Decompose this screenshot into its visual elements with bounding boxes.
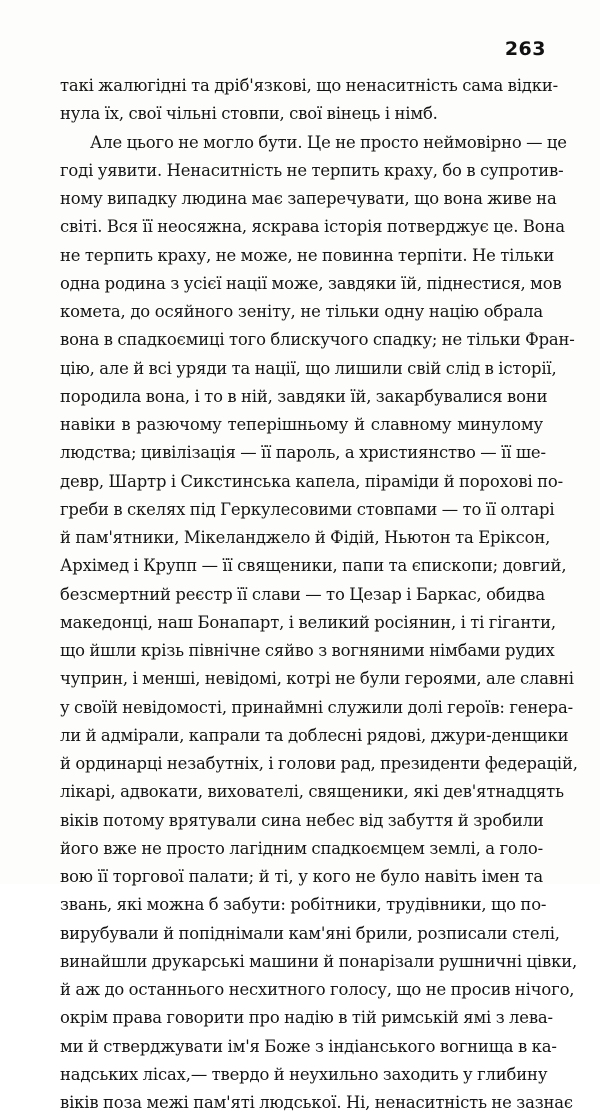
text-line: вою її торгової палати; й ті, у кого не було навіть імен та: [60, 867, 543, 886]
text-line: Архімед і Крупп — її священики, папи та єпископи; довгий,: [60, 556, 567, 576]
page-number: 263: [504, 38, 546, 60]
text-line: людства; цивілізація — її пароль, а християнство — її ше-: [60, 443, 546, 463]
text-line: віків поза межі пам'яті людської. Ні, ненаситність не зазнає: [60, 1093, 573, 1112]
text-line: македонці, наш Бонапарт, і великий росіянин, і ті гіганти,: [60, 612, 556, 632]
body-text: [60, 72, 578, 1117]
text-line: лікарі, адвокати, вихователі, священики, які дев'ятнадцять: [60, 782, 564, 802]
text-line: у своїй невідомості, принаймні служили долі героїв: генера-: [60, 697, 573, 717]
text-line: годі уявити. Ненаситність не терпить краху, бо в супротив-: [60, 160, 564, 180]
text-line: цію, але й всі уряди та нації, що лишили свій слід в історії,: [60, 358, 557, 378]
text-line: навіки в разючому теперішньому й славному минулому: [60, 415, 543, 434]
text-line: греби в скелях під Геркулесовими стовпами — то її олтарі: [60, 499, 555, 519]
text-line: звань, які можна б забути: робітники, трудівники, що по-: [60, 895, 547, 915]
text-line: ли й адмірали, капрали та доблесні рядові, джури-денщики: [60, 725, 569, 745]
text-line: віків потому врятували сина небес від забуття й зробили: [60, 810, 544, 830]
text-line: Але цього не могло бути. Це не просто неймовірно — це: [90, 132, 567, 152]
text-line: окрім права говорити про надію в тій римській ямі з лева-: [60, 1008, 553, 1028]
text-line: нула їх, свої чільні стовпи, свої вінець і німб.: [60, 104, 438, 124]
text-line: комета, до осяйного зеніту, не тільки одну націю обрала: [60, 302, 543, 321]
text-line: чуприн, і менші, невідомі, котрі не були героями, але славні: [60, 669, 574, 689]
text-line: не терпить краху, не може, не повинна терпіти. Не тільки: [60, 245, 555, 265]
text-line: світі. Вся її неосяжна, яскрава історія потверджує це. Вона: [60, 217, 565, 237]
text-line: девр, Шартр і Сикстинська капела, піраміди й порохові по-: [60, 471, 564, 491]
text-line: безсмертний реєстр її слави — то Цезар і Баркас, обидва: [60, 584, 545, 604]
text-line: вирубували й попіднімали кам'яні брили, розписали стелі,: [60, 923, 560, 943]
text-line: й пам'ятники, Мікеланджело й Фідій, Ньютон та Еріксон,: [60, 528, 551, 547]
text-line: одна родина з усієї нації може, завдяки їй, піднестися, мов: [60, 273, 562, 293]
text-line: ному випадку людина має заперечувати, що вона живе на: [60, 189, 557, 208]
text-line: його вже не просто лагідним спадкоємцем землі, а голо-: [60, 838, 543, 858]
text-line: ми й стверджувати ім'я Боже з індіанського вогнища в ка-: [60, 1036, 557, 1056]
text-line: й аж до останнього несхитного голосу, що не просив нічого,: [60, 980, 575, 999]
text-line: що йшли крізь північне сяйво з вогняними німбами рудих: [60, 641, 555, 660]
text-line: винайшли друкарські машини й понарізали рушничні цівки,: [60, 951, 578, 971]
text-line: вона в спадкоємиці того блискучого спадку; не тільки Фран-: [60, 330, 575, 350]
text-line: надських лісах,— твердо й неухильно заходить у глибину: [60, 1064, 548, 1084]
text-line: й ординарці незабутніх, і голови рад, президенти федерацій,: [60, 754, 578, 773]
text-line: такі жалюгідні та дріб'язкові, що ненаситність сама відки-: [60, 76, 559, 95]
text-line: породила вона, і то в ній, завдяки їй, закарбувалися вони: [60, 386, 548, 406]
